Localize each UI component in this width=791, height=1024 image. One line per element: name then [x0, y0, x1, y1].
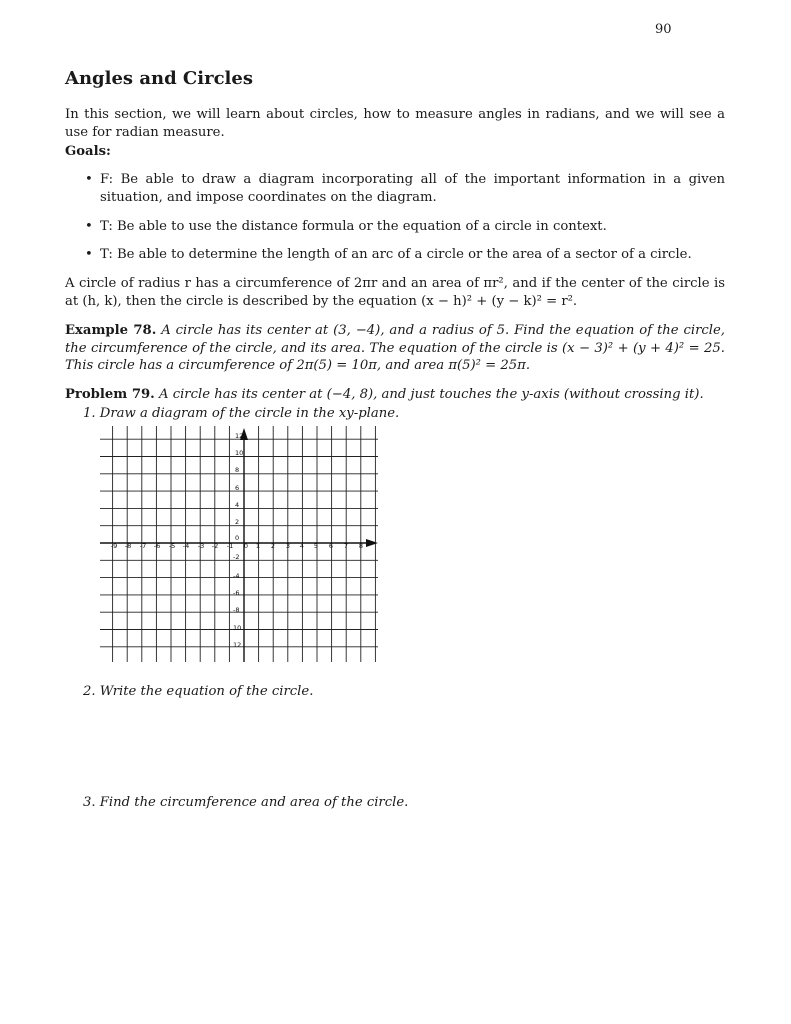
x-tick-label: 2 — [270, 542, 276, 550]
x-tick-label: -8 — [124, 542, 132, 550]
x-tick-label: 3 — [285, 542, 291, 550]
y-tick-label: 10 — [235, 449, 244, 457]
problem-text: A circle has its center at (−4, 8), and just touches the y-axis (without crossing it). — [158, 387, 704, 402]
x-tick-label: -7 — [139, 542, 147, 550]
x-tick-label: -4 — [182, 542, 190, 550]
y-tick-label: 6 — [235, 484, 240, 492]
y-tick-label: 2 — [235, 518, 240, 526]
example-text: A circle has its center at (3, −4), and a radius of 5. Find the equation of the circle, the circumference of the circle, and its area. The equation of the circle is (x − 3)² + (y + 4)² = 25. This circle has a circumference of 2π(5) = 10π, and area π(5)² = 25π. — [65, 323, 725, 373]
example-label: Example 78. — [65, 323, 157, 338]
y-tick-label: -4 — [233, 572, 240, 580]
x-tick-label: -9 — [110, 542, 118, 550]
goal-item: • T: Be able to determine the length of an arc of a circle or the area of a sector of a circle. — [85, 247, 692, 262]
bullet-icon: • — [85, 247, 93, 262]
x-tick-label: 6 — [328, 542, 334, 550]
x-tick-label: 1 — [255, 542, 261, 550]
x-tick-label: 5 — [313, 542, 319, 550]
problem-part-3: 3. Find the circumference and area of the circle. — [83, 795, 409, 810]
x-tick-label: 8 — [358, 542, 364, 550]
problem-label: Problem 79. — [65, 387, 155, 402]
y-tick-label: 8 — [235, 466, 240, 474]
x-tick-label: 4 — [299, 542, 305, 550]
bullet-icon: • — [85, 172, 93, 187]
y-tick-label: 0 — [235, 534, 240, 542]
circle-fact-paragraph: A circle of radius r has a circumference of 2πr and an area of πr², and if the center of the circle is at (h, k), then the circle is described by the equation (x − h)² + (y − k)² = r². — [65, 276, 725, 309]
y-tick-label: 4 — [235, 501, 240, 509]
y-tick-label: -6 — [233, 589, 240, 597]
x-tick-label: -1 — [226, 542, 234, 550]
y-tick-label: 12 — [233, 641, 242, 649]
x-tick-label: 0 — [243, 542, 249, 550]
intro-paragraph: In this section, we will learn about circles, how to measure angles in radians, and we will see a use for radian measure. — [65, 107, 725, 140]
problem-part-2: 2. Write the equation of the circle. — [83, 684, 314, 699]
x-tick-label: 7 — [343, 542, 349, 550]
section-title: Angles and Circles — [65, 68, 253, 89]
y-tick-label: 12 — [235, 432, 244, 440]
x-tick-label: -5 — [168, 542, 176, 550]
problem-part-1: 1. Draw a diagram of the circle in the xy-plane. — [83, 406, 400, 421]
x-tick-label: -3 — [197, 542, 205, 550]
y-tick-label: 10 — [233, 624, 242, 632]
x-tick-label: -2 — [211, 542, 219, 550]
x-tick-label: -6 — [153, 542, 161, 550]
x-axis-arrow-icon — [366, 539, 378, 547]
y-tick-label: -2 — [233, 553, 240, 561]
page-number: 90 — [655, 22, 672, 37]
bullet-icon: • — [85, 219, 93, 234]
goal-item: • T: Be able to use the distance formula or the equation of a circle in context. — [85, 219, 607, 234]
goal-item: • F: Be able to draw a diagram incorporating all of the important information in a given situation, and impose coordinates on the diagram. — [85, 172, 725, 205]
goals-label: Goals: — [65, 144, 111, 159]
y-tick-label: -8 — [233, 606, 240, 614]
